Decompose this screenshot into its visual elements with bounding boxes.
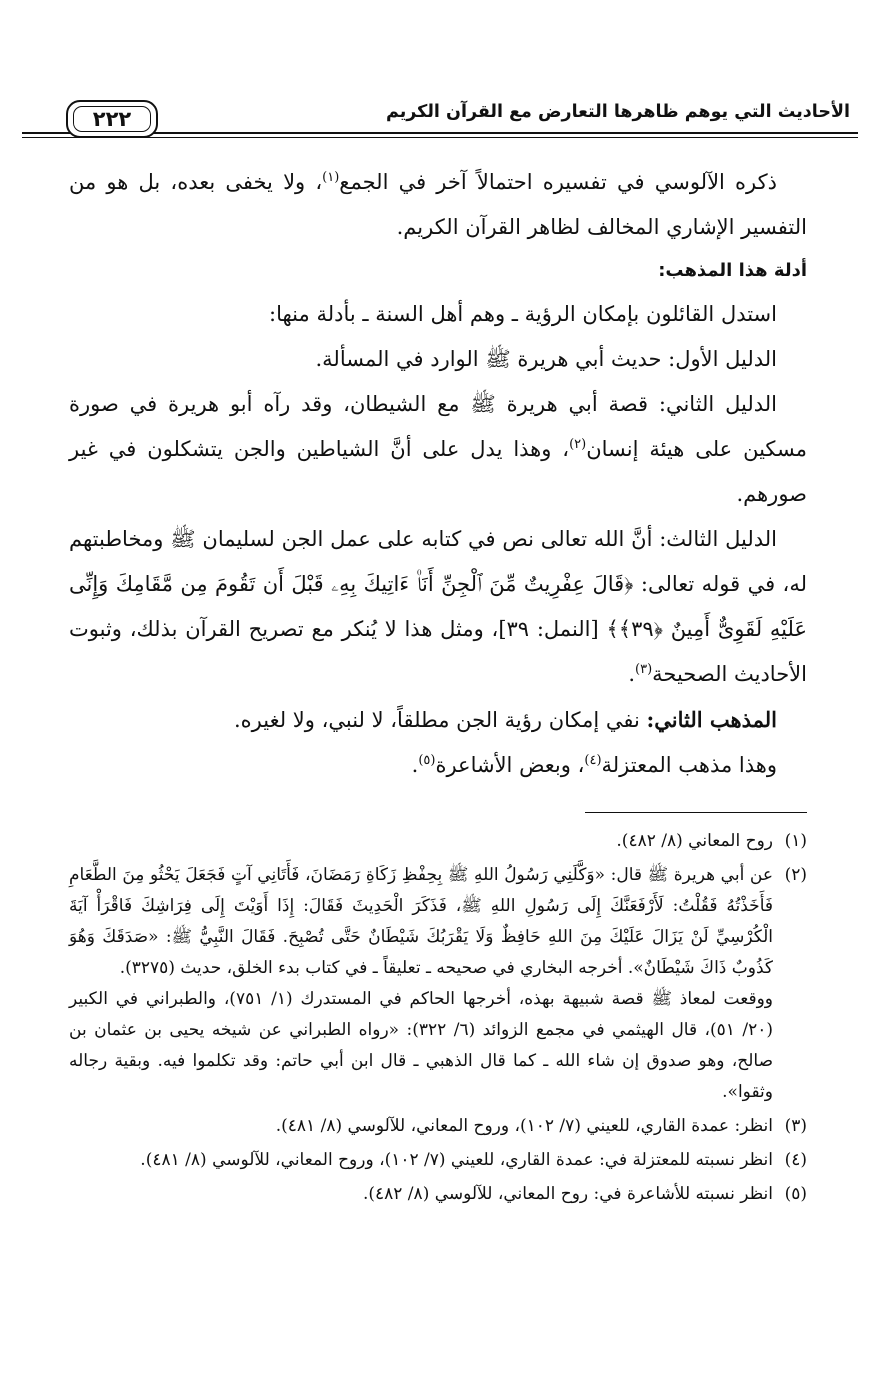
section-heading: أدلة هذا المذهب: xyxy=(658,260,807,281)
footnote-text: ووقعت لمعاذ ﷺ قصة شبيهة بهذه، أخرجها الحاكم في المستدرك (١/ ٧٥١)، والطبراني في الكبير (٢٠/ ٥١)، قال الهيثمي في مجمع الزوائد (٦/ ٣٢٢): «رواه الطبراني عن شيخه يحيى بن عثمان بن صالح، وهو صدوق إن شاء الله ـ كما قال الذهبي ـ قال ابن أبي حاتم: وقد تكلموا فيه. وبقية رجاله وثقوا». xyxy=(69,989,773,1102)
paragraph-4-text: الدليل الثاني: قصة أبي هريرة ﷺ مع الشيطان، وقد رآه أبو هريرة في صورة مسكين على هيئة إنسان xyxy=(69,392,807,461)
footnote-number: (٤) xyxy=(784,1150,807,1170)
footnote-4 xyxy=(69,1145,807,1176)
paragraph-1-tail: ، ولا يخفى بعده، بل هو من التفسير الإشاري المخالف لظاهر القرآن الكريم. xyxy=(69,170,807,239)
footnote-number: (٢) xyxy=(784,865,807,885)
footnote-number: (٥) xyxy=(784,1184,807,1204)
paragraph-5-tail: . xyxy=(628,662,636,686)
footnote-ref-1: (١) xyxy=(322,170,340,185)
footnote-text: انظر نسبته للمعتزلة في: عمدة القاري، للعيني (٧/ ١٠٢)، وروح المعاني، للآلوسي (٨/ ٤٨١). xyxy=(140,1150,773,1170)
footnote-ref-5: (٥) xyxy=(418,753,436,768)
footnote-text: روح المعاني (٨/ ٤٨٢). xyxy=(616,831,773,851)
body-text xyxy=(69,160,807,788)
footnote-separator xyxy=(585,812,807,813)
page-number: ٢٢٢ xyxy=(92,107,132,131)
footnote-5 xyxy=(69,1179,807,1210)
paragraph-4-tail: ، وهذا يدل على أنَّ الشياطين والجن يتشكلون في غير صورهم. xyxy=(69,437,807,506)
footnote-ref-4: (٤) xyxy=(584,753,602,768)
footnote-3 xyxy=(69,1111,807,1142)
paragraph-7-text: وهذا مذهب المعتزلة xyxy=(601,753,777,777)
paragraph-5-text: الدليل الثالث: أنَّ الله تعالى نص في كتابه على عمل الجن لسليمان ﷺ ومخاطبتهم له، في قوله تعالى: ﴿قَالَ عِفْرِيتٌ مِّنَ ٱلْجِنِّ أَنَا۠ ءَاتِيكَ بِهِۦ قَبْلَ أَن تَقُومَ مِن مَّقَامِكَ وَإِنِّى عَلَيْهِ لَقَوِىٌّ أَمِينٌ ﴿٣٩﴾﴾ [النمل: ٣٩]، ومثل هذا لا يُنكر مع تصريح القرآن بذلك، وثبوت الأحاديث الصحيحة xyxy=(69,527,807,686)
footnote-number: (٣) xyxy=(784,1116,807,1136)
footnote-number: (١) xyxy=(784,831,807,851)
paragraph-7-tail: . xyxy=(411,753,419,777)
footnote-body xyxy=(69,1179,773,1210)
paragraph-4 xyxy=(69,382,807,517)
footnote-text: انظر: عمدة القاري، للعيني (٧/ ١٠٢)، وروح المعاني، للآلوسي (٨/ ٤٨١). xyxy=(275,1116,773,1136)
footnote-body xyxy=(69,1111,773,1142)
paragraph-6-label: المذهب الثاني: xyxy=(646,707,777,732)
paragraph-1-text: ذكره الآلوسي في تفسيره احتمالاً آخر في الجمع xyxy=(339,170,777,194)
paragraph-7-mid: ، وبعض الأشاعرة xyxy=(435,753,585,777)
footnote-ref-2: (٢) xyxy=(569,437,587,452)
paragraph-5 xyxy=(69,517,807,697)
paragraph-3: الدليل الأول: حديث أبي هريرة ﷺ الوارد في المسألة. xyxy=(315,347,777,371)
paragraph-1 xyxy=(69,160,807,250)
footnote-body xyxy=(69,826,773,857)
page-header xyxy=(22,96,858,142)
footnote-body xyxy=(69,860,773,1108)
footnote-2 xyxy=(69,860,807,1108)
footnote-text: انظر نسبته للأشاعرة في: روح المعاني، للآلوسي (٨/ ٤٨٢). xyxy=(362,1184,773,1204)
footnote-body xyxy=(69,1145,773,1176)
paragraph-6 xyxy=(69,697,807,743)
paragraph-7 xyxy=(69,743,807,788)
footnote-text: عن أبي هريرة ﷺ قال: «وَكَّلَنِي رَسُولُ اللهِ ﷺ بِحِفْظِ زَكَاةِ رَمَضَانَ، فَأَتَانِي آتٍ فَجَعَلَ يَحْثُو مِنَ الطَّعَامِ فَأَخَذْتُهُ فَقُلْتُ: لَأَرْفَعَنَّكَ إِلَى رَسُولِ اللهِ ﷺ، فَذَكَرَ الْحَدِيثَ فَقَالَ: إِذَا أَوَيْتَ إِلَى فِرَاشِكَ فَاقْرَأْ آيَةَ الْكُرْسِيِّ لَنْ يَزَالَ عَلَيْكَ مِنَ اللهِ حَافِظٌ وَلَا يَقْرَبُكَ شَيْطَانٌ حَتَّى تُصْبِحَ. فَقَالَ النَّبِيُّ ﷺ: «صَدَقَكَ وَهُوَ كَذُوبٌ ذَاكَ شَيْطَانٌ». أخرجه البخاري في صحيحه ـ تعليقاً ـ في كتاب بدء الخلق، حديث (٣٢٧٥). xyxy=(69,865,773,978)
paragraph-2: استدل القائلون بإمكان الرؤية ـ وهم أهل السنة ـ بأدلة منها: xyxy=(269,302,777,326)
footnotes xyxy=(69,826,807,1213)
running-title: الأحاديث التي يوهم ظاهرها التعارض مع القرآن الكريم xyxy=(376,100,850,124)
footnote-ref-3: (٣) xyxy=(635,662,653,677)
page-number-frame xyxy=(66,100,158,138)
footnote-1 xyxy=(69,826,807,857)
paragraph-6-text: نفي إمكان رؤية الجن مطلقاً، لا لنبي، ولا لغيره. xyxy=(234,708,647,732)
